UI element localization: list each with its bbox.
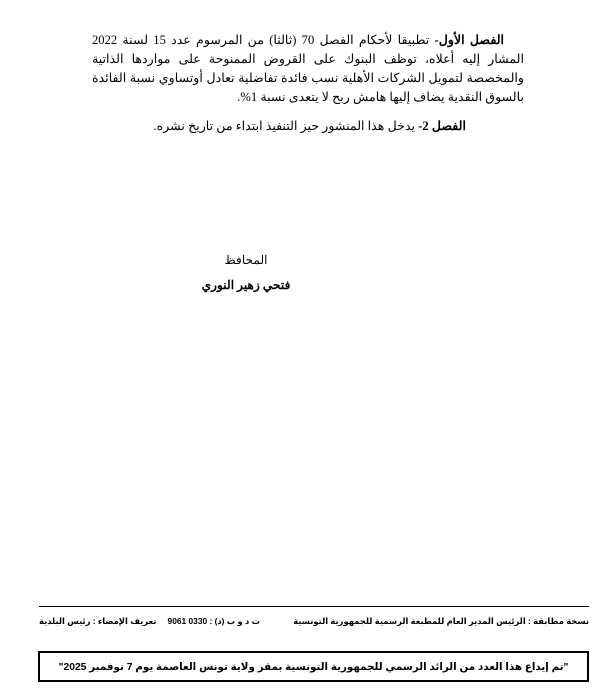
article-two-body: يدخل هذا المنشور حيز التنفيذ ابتداء من تاريخ نشره.: [153, 118, 419, 133]
deposit-statement-box: [38, 651, 589, 682]
footer-reference-code: ت د و ب (د) : 0330 9061: [167, 616, 261, 626]
footer-conformity-note: نسخة مطابقة : الرئيس المدير العام للمطبعة الرسمية للجمهورية التونسية: [293, 616, 589, 626]
deposit-statement-text: "تم إيداع هذا العدد من الرائد الرسمي للجمهورية التونسية بمقر ولاية تونس العاصمة يوم 7 نوفمبر 2025": [58, 661, 569, 673]
footer-divider: [39, 606, 589, 607]
article-one-body: تطبيقا لأحكام الفصل 70 (ثالثا) من المرسوم عدد 15 لسنة 2022 المشار إليه أعلاه، توظف البنوك على القروض الممنوحة على مواردها الذاتية والمخصصة لتمويل الشركات الأهلية نسب فائدة تفاضلية تعادل أوتساوي نسبة الفائدة بالسوق النقدية يضاف إليها هامش ربح لا يتعدى نسبة 1%.: [92, 32, 524, 105]
signatory-name: فتحي زهير النوري: [201, 278, 291, 292]
article-two-label: الفصل 2-: [418, 118, 466, 133]
article-one-label: الفصل الأول-: [434, 32, 505, 47]
signatory-title: المحافظ: [224, 253, 268, 267]
signature-block: [156, 250, 336, 296]
footer-row: [39, 612, 589, 630]
article-one-paragraph: [92, 31, 524, 108]
article-two-paragraph: [92, 117, 524, 136]
footer-signature-certification: تعريف الإمضاء : رئيس البلدية: [39, 616, 157, 626]
